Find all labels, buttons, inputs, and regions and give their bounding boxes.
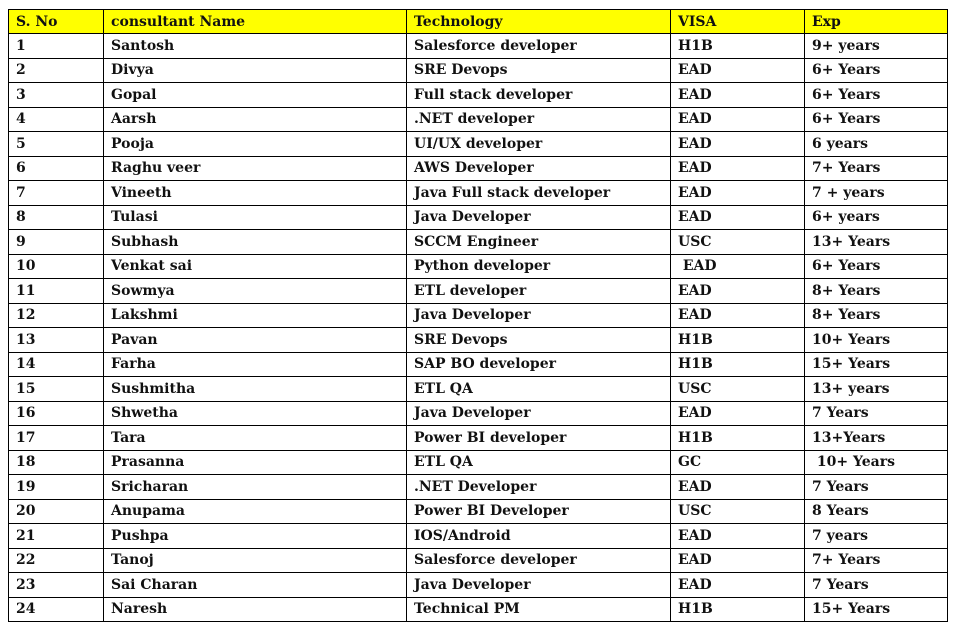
table-row	[9, 352, 948, 377]
cell-serial-no: 22	[9, 548, 104, 573]
cell-technology: SAP BO developer	[407, 352, 671, 377]
cell-visa: EAD	[671, 58, 805, 83]
table-row	[9, 377, 948, 402]
cell-technology: ETL developer	[407, 279, 671, 304]
table-row	[9, 450, 948, 475]
cell-visa: H1B	[671, 352, 805, 377]
cell-technology: ETL QA	[407, 377, 671, 402]
cell-serial-no: 13	[9, 328, 104, 353]
cell-serial-no: 16	[9, 401, 104, 426]
cell-visa: EAD	[671, 181, 805, 206]
cell-exp: 8 Years	[805, 499, 948, 524]
cell-consultant-name: Gopal	[104, 83, 407, 108]
cell-technology: Full stack developer	[407, 83, 671, 108]
cell-serial-no: 10	[9, 254, 104, 279]
cell-serial-no: 4	[9, 107, 104, 132]
cell-consultant-name: Subhash	[104, 230, 407, 255]
header-consultant-name: consultant Name	[104, 10, 407, 34]
cell-consultant-name: Sushmitha	[104, 377, 407, 402]
cell-serial-no: 2	[9, 58, 104, 83]
cell-technology: .NET Developer	[407, 475, 671, 500]
cell-exp: 13+ years	[805, 377, 948, 402]
table-row	[9, 499, 948, 524]
cell-consultant-name: Tanoj	[104, 548, 407, 573]
cell-serial-no: 9	[9, 230, 104, 255]
table-row	[9, 254, 948, 279]
cell-consultant-name: Shwetha	[104, 401, 407, 426]
table-row	[9, 156, 948, 181]
cell-serial-no: 3	[9, 83, 104, 108]
cell-visa: GC	[671, 450, 805, 475]
header-serial-no: S. No	[9, 10, 104, 34]
cell-exp: 7 Years	[805, 475, 948, 500]
cell-visa: USC	[671, 230, 805, 255]
cell-technology: Salesforce developer	[407, 34, 671, 59]
cell-technology: IOS/Android	[407, 524, 671, 549]
cell-serial-no: 14	[9, 352, 104, 377]
cell-technology: .NET developer	[407, 107, 671, 132]
cell-consultant-name: Prasanna	[104, 450, 407, 475]
cell-exp: 6+ Years	[805, 58, 948, 83]
cell-serial-no: 12	[9, 303, 104, 328]
cell-technology: ETL QA	[407, 450, 671, 475]
cell-serial-no: 1	[9, 34, 104, 59]
cell-technology: UI/UX developer	[407, 132, 671, 157]
cell-visa: USC	[671, 377, 805, 402]
cell-visa: EAD	[671, 401, 805, 426]
cell-technology: Java Developer	[407, 573, 671, 598]
table-row	[9, 107, 948, 132]
cell-visa: EAD	[671, 475, 805, 500]
cell-visa: EAD	[671, 156, 805, 181]
cell-consultant-name: Santosh	[104, 34, 407, 59]
cell-technology: Java Developer	[407, 303, 671, 328]
cell-consultant-name: Aarsh	[104, 107, 407, 132]
table-row	[9, 132, 948, 157]
cell-serial-no: 15	[9, 377, 104, 402]
table-header-row	[9, 10, 948, 34]
cell-exp: 10+ Years	[805, 328, 948, 353]
cell-visa: EAD	[671, 205, 805, 230]
cell-visa: EAD	[671, 107, 805, 132]
consultant-table-wrapper	[8, 9, 948, 622]
cell-visa: EAD	[671, 524, 805, 549]
table-row	[9, 401, 948, 426]
table-row	[9, 205, 948, 230]
cell-consultant-name: Sowmya	[104, 279, 407, 304]
cell-visa: EAD	[671, 254, 805, 279]
cell-serial-no: 23	[9, 573, 104, 598]
cell-exp: 9+ years	[805, 34, 948, 59]
cell-consultant-name: Lakshmi	[104, 303, 407, 328]
table-row	[9, 328, 948, 353]
cell-visa: EAD	[671, 132, 805, 157]
cell-consultant-name: Tulasi	[104, 205, 407, 230]
cell-visa: EAD	[671, 279, 805, 304]
cell-technology: AWS Developer	[407, 156, 671, 181]
table-row	[9, 303, 948, 328]
cell-visa: H1B	[671, 426, 805, 451]
cell-consultant-name: Sricharan	[104, 475, 407, 500]
cell-technology: Salesforce developer	[407, 548, 671, 573]
cell-serial-no: 8	[9, 205, 104, 230]
cell-visa: EAD	[671, 548, 805, 573]
table-row	[9, 34, 948, 59]
cell-visa: USC	[671, 499, 805, 524]
cell-consultant-name: Anupama	[104, 499, 407, 524]
table-body	[9, 34, 948, 622]
cell-exp: 6+ Years	[805, 254, 948, 279]
cell-consultant-name: Tara	[104, 426, 407, 451]
cell-exp: 7 years	[805, 524, 948, 549]
cell-exp: 7+ Years	[805, 156, 948, 181]
header-visa: VISA	[671, 10, 805, 34]
cell-exp: 7+ Years	[805, 548, 948, 573]
cell-consultant-name: Vineeth	[104, 181, 407, 206]
cell-exp: 13+Years	[805, 426, 948, 451]
table-row	[9, 181, 948, 206]
cell-exp: 6+ Years	[805, 83, 948, 108]
cell-consultant-name: Sai Charan	[104, 573, 407, 598]
table-row	[9, 548, 948, 573]
table-row	[9, 597, 948, 622]
cell-consultant-name: Pooja	[104, 132, 407, 157]
cell-visa: H1B	[671, 328, 805, 353]
cell-visa: H1B	[671, 597, 805, 622]
table-row	[9, 426, 948, 451]
cell-technology: Java Developer	[407, 205, 671, 230]
cell-technology: Java Full stack developer	[407, 181, 671, 206]
cell-technology: Java Developer	[407, 401, 671, 426]
cell-exp: 7 Years	[805, 401, 948, 426]
cell-exp: 6 years	[805, 132, 948, 157]
cell-serial-no: 7	[9, 181, 104, 206]
table-row	[9, 58, 948, 83]
cell-serial-no: 21	[9, 524, 104, 549]
table-row	[9, 83, 948, 108]
header-technology: Technology	[407, 10, 671, 34]
cell-serial-no: 11	[9, 279, 104, 304]
cell-technology: Technical PM	[407, 597, 671, 622]
cell-exp: 15+ Years	[805, 352, 948, 377]
cell-exp: 6+ Years	[805, 107, 948, 132]
cell-exp: 10+ Years	[805, 450, 948, 475]
cell-visa: H1B	[671, 34, 805, 59]
table-row	[9, 573, 948, 598]
cell-serial-no: 18	[9, 450, 104, 475]
cell-technology: Python developer	[407, 254, 671, 279]
cell-consultant-name: Pavan	[104, 328, 407, 353]
cell-exp: 13+ Years	[805, 230, 948, 255]
cell-serial-no: 5	[9, 132, 104, 157]
cell-serial-no: 17	[9, 426, 104, 451]
cell-consultant-name: Pushpa	[104, 524, 407, 549]
table-row	[9, 279, 948, 304]
cell-technology: Power BI Developer	[407, 499, 671, 524]
cell-consultant-name: Naresh	[104, 597, 407, 622]
header-exp: Exp	[805, 10, 948, 34]
cell-exp: 15+ Years	[805, 597, 948, 622]
table-row	[9, 475, 948, 500]
cell-serial-no: 24	[9, 597, 104, 622]
cell-consultant-name: Divya	[104, 58, 407, 83]
cell-technology: SRE Devops	[407, 328, 671, 353]
table-row	[9, 524, 948, 549]
cell-visa: EAD	[671, 303, 805, 328]
cell-exp: 7 Years	[805, 573, 948, 598]
cell-serial-no: 19	[9, 475, 104, 500]
cell-consultant-name: Venkat sai	[104, 254, 407, 279]
table-row	[9, 230, 948, 255]
cell-technology: SRE Devops	[407, 58, 671, 83]
consultant-table	[8, 9, 948, 622]
cell-serial-no: 6	[9, 156, 104, 181]
cell-serial-no: 20	[9, 499, 104, 524]
cell-technology: SCCM Engineer	[407, 230, 671, 255]
cell-visa: EAD	[671, 573, 805, 598]
cell-exp: 6+ years	[805, 205, 948, 230]
cell-exp: 7 + years	[805, 181, 948, 206]
cell-exp: 8+ Years	[805, 303, 948, 328]
cell-visa: EAD	[671, 83, 805, 108]
cell-consultant-name: Farha	[104, 352, 407, 377]
cell-exp: 8+ Years	[805, 279, 948, 304]
cell-technology: Power BI developer	[407, 426, 671, 451]
cell-consultant-name: Raghu veer	[104, 156, 407, 181]
